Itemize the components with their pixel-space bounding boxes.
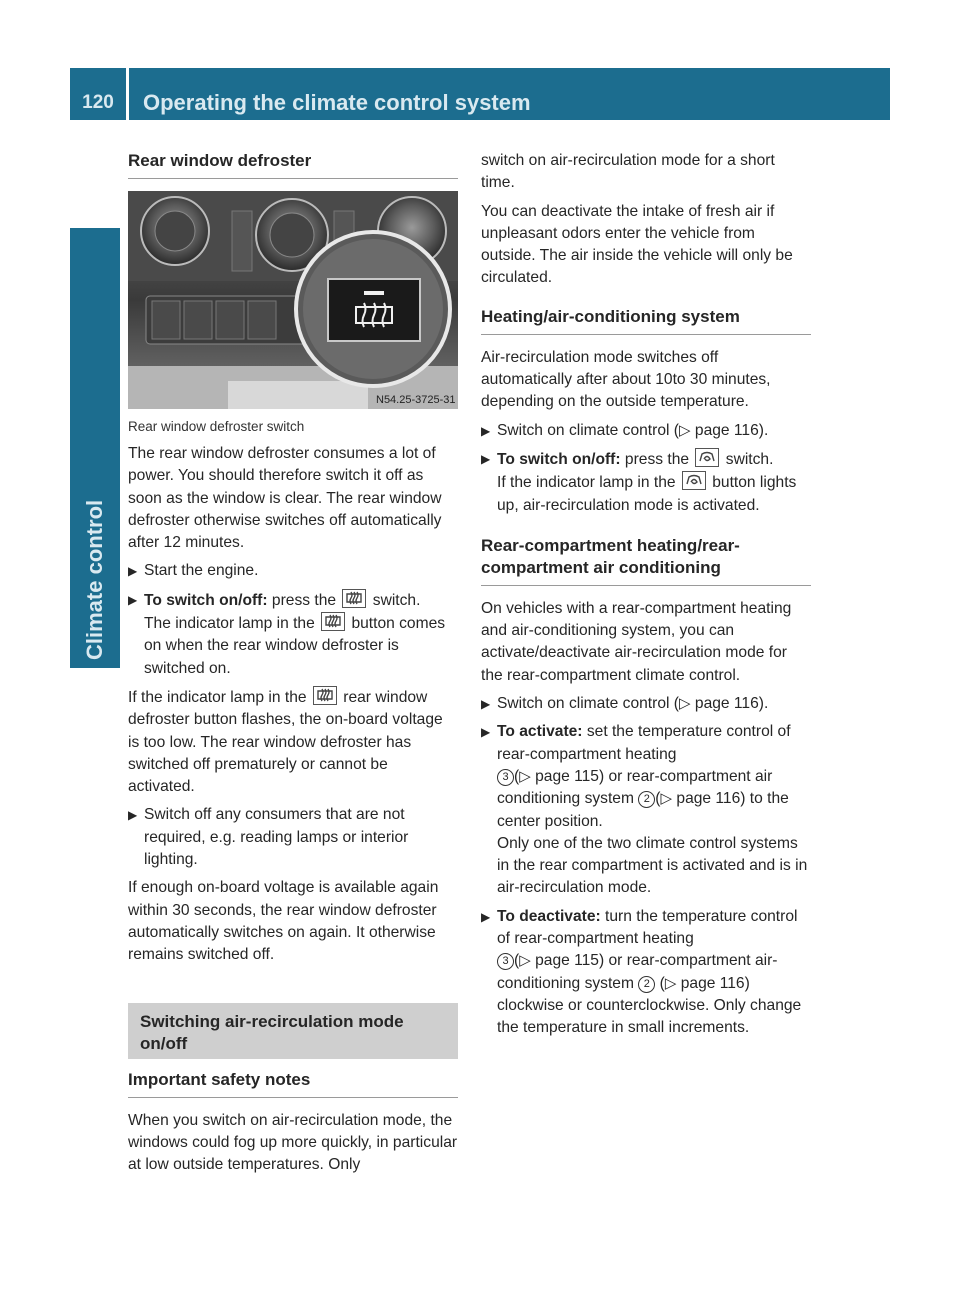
step-arrow-icon: ▶ [481, 909, 491, 924]
paragraph: When you switch on air-recirculation mode, the windows could fog up more quickly, in particular at low outside temperatures. Only [128, 1111, 458, 1174]
paragraph: Air-recirculation mode switches off automatically after about 10to 30 minutes, depending on the outside temperature. [481, 348, 771, 411]
defroster-switch-photo [128, 191, 458, 409]
page-reference-link[interactable]: page 115 [535, 952, 599, 970]
page-reference-link[interactable]: page 116 [676, 790, 741, 808]
paragraph: If the indicator lamp in the rear window defroster button flashes, the on-board voltage is too low. The rear window defroster has switched off prematurely or cannot be activated. [128, 686, 458, 798]
page-reference-link[interactable]: page 115 [535, 767, 599, 785]
header-divider [126, 68, 129, 120]
chapter-title: Operating the climate control system [143, 90, 531, 115]
page-reference-arrow-icon: ▷ [664, 974, 677, 992]
instruction-step: ▶ Start the engine. [128, 560, 458, 582]
callout-number: 2 [638, 791, 655, 808]
page-reference-arrow-icon: ▷ [679, 695, 691, 713]
paragraph: You can deactivate the intake of fresh air if unpleasant odors enter the vehicle from outside. The air inside the vehicle will only be circulated. [481, 202, 793, 287]
instruction-step: ▶ To switch on/off: press the switch. The indicator lamp in the button comes on when the rear window defroster is switched on. [128, 589, 458, 680]
paragraph: The rear window defroster consumes a lot of power. You should therefore switch it off as soon as the window is clear. The rear window defroster otherwise switches off automatically after 12 minutes. [128, 445, 442, 552]
instruction-step: ▶ To switch on/off: press the switch. If the indicator lamp in the button lights up, air-recirculation mode is activated. [481, 448, 811, 517]
instruction-step: ▶ Switch on climate control (▷ page 116). [481, 693, 811, 715]
paragraph: On vehicles with a rear-compartment heating and air-conditioning system, you can activate/deactivate air-recirculation mode for the rear-compartment climate control. [481, 599, 792, 684]
callout-number: 3 [497, 953, 514, 970]
paragraph: If enough on-board voltage is available again within 30 seconds, the rear window defroster automatically switches on again. It otherwise remains switched off. [128, 879, 439, 964]
step-arrow-icon: ▶ [128, 808, 138, 823]
callout-number: 2 [638, 976, 655, 993]
page-reference-arrow-icon: ▷ [519, 767, 531, 785]
instruction-step: ▶ Switch off any consumers that are not required, e.g. reading lamps or interior lighting. [128, 806, 409, 869]
page-number: 120 [82, 92, 114, 113]
heading-rear-compartment: Rear-compartment heating/rear-compartment air conditioning [481, 535, 811, 586]
instruction-step: ▶ To deactivate: turn the temperature control of rear-compartment heating 3 (▷ page 115) or rear-compartment air-conditioning system 2 (▷ page 116) clockwise or counterclockwise. Only change the temperature in small increments. [481, 907, 802, 1037]
svg-text:N54.25-3725-31: N54.25-3725-31 [376, 394, 456, 406]
heading-rear-window-defroster: Rear window defroster [128, 150, 458, 179]
rear-defroster-icon [321, 612, 345, 631]
page-reference-link[interactable]: page 116 [694, 695, 759, 713]
air-recirculation-icon [682, 471, 706, 490]
heading-important-safety-notes: Important safety notes [128, 1069, 458, 1098]
left-column [128, 150, 458, 1182]
paragraph: switch on air-recirculation mode for a short time. [481, 152, 775, 192]
page-reference-link[interactable]: page 116 [694, 421, 759, 439]
page-reference-arrow-icon: ▷ [679, 421, 691, 439]
page-reference-arrow-icon: ▷ [660, 790, 673, 808]
rear-defroster-icon [342, 589, 366, 608]
heading-heating-air-conditioning: Heating/air-conditioning system [481, 306, 811, 335]
rear-defroster-icon [313, 686, 337, 705]
step-arrow-icon: ▶ [481, 697, 491, 712]
section-heading-box: Switching air-recirculation mode on/off [128, 1003, 458, 1059]
step-arrow-icon: ▶ [481, 423, 491, 438]
right-column [481, 150, 811, 1046]
step-arrow-icon: ▶ [481, 451, 491, 466]
instruction-step: ▶ Switch on climate control (▷ page 116). [481, 420, 811, 442]
step-arrow-icon: ▶ [481, 725, 491, 740]
figure-caption: Rear window defroster switch [128, 419, 305, 434]
step-arrow-icon: ▶ [128, 564, 138, 579]
page-reference-arrow-icon: ▷ [519, 952, 531, 970]
page-header [70, 68, 890, 120]
callout-number: 3 [497, 769, 514, 786]
side-tab-label: Climate control [82, 499, 107, 660]
page-reference-link[interactable]: page 116 [680, 974, 745, 992]
step-arrow-icon: ▶ [128, 592, 138, 607]
air-recirculation-icon [695, 448, 719, 467]
instruction-step: ▶ To activate: set the temperature control of rear-compartment heating 3 (▷ page 115) or rear-compartment air conditioning system 2 (▷ page 116) to the center position. Only one of the two climate control systems in the rear compartment is activated and is in air-recirculation mode. [481, 723, 808, 897]
